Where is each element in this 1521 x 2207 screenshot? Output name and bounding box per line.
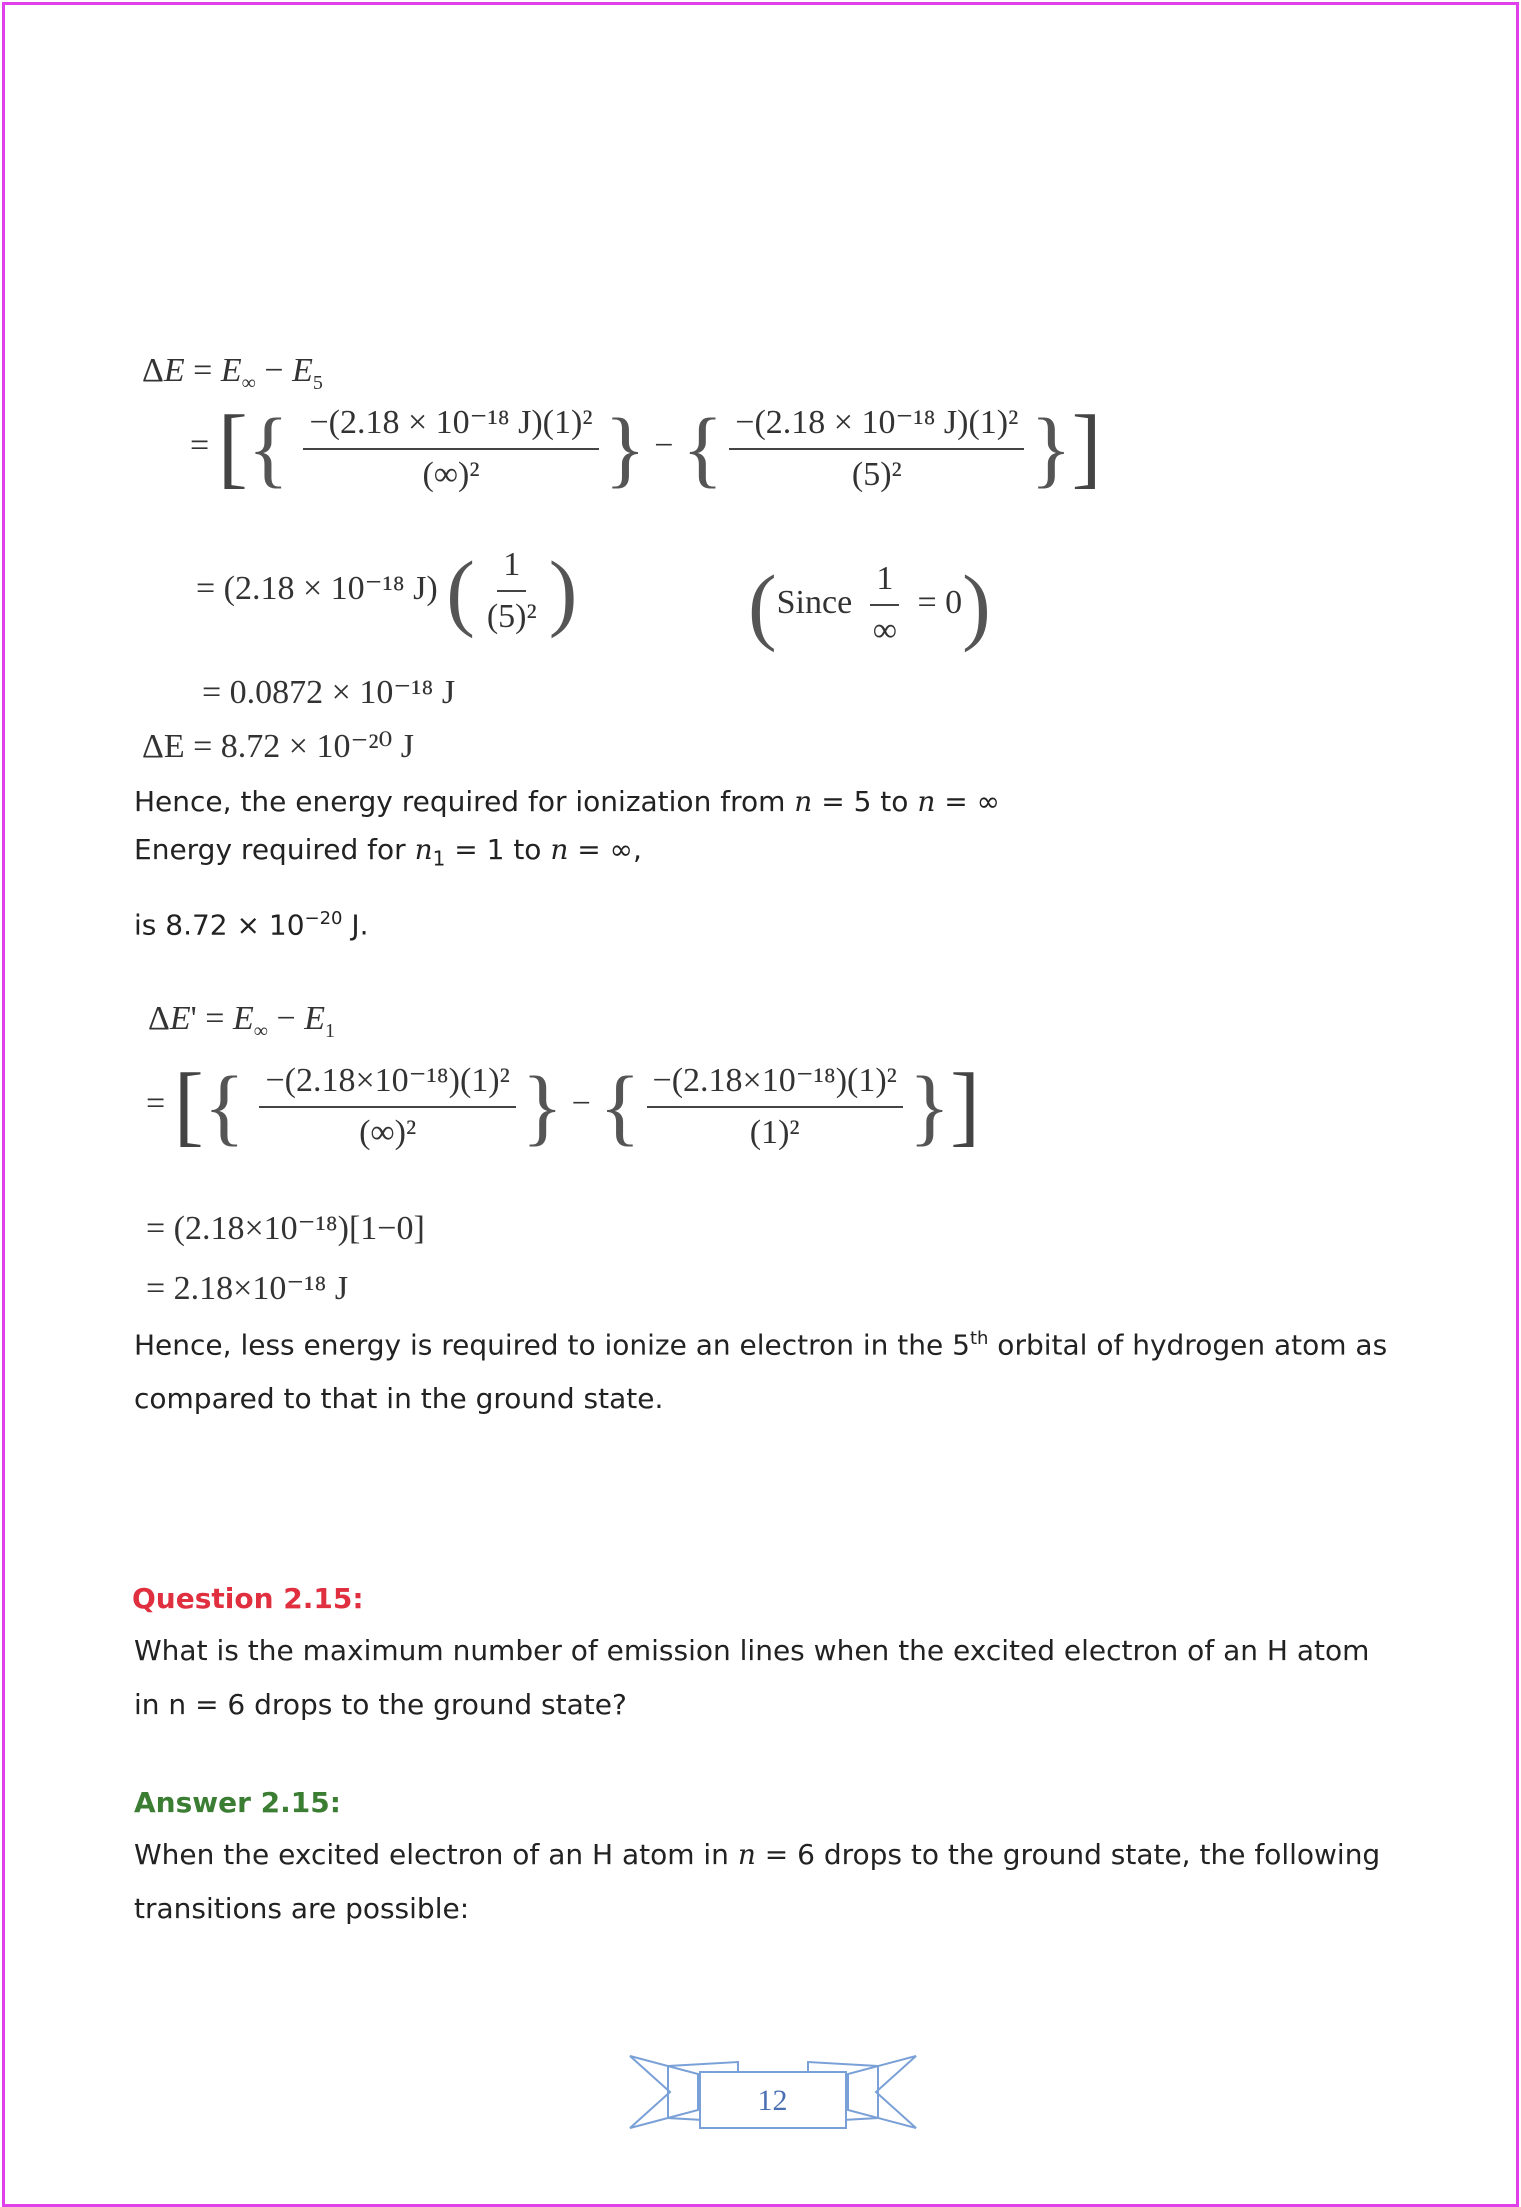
var-n: n [794, 785, 813, 818]
answer-heading: Answer 2.15: [134, 1786, 341, 1819]
eq1-num-b: −(2.18 × 10⁻¹⁸ J)(1)² [729, 402, 1024, 450]
para1-l2a: Energy required for [134, 833, 406, 866]
eq2-den-1: (1)² [749, 1114, 800, 1151]
answer-body [134, 1828, 1394, 1936]
since-label: Since [776, 583, 853, 621]
para1-l3b: J. [342, 907, 369, 941]
eq1-num-a: −(2.18 × 10⁻¹⁸ J)(1)² [303, 402, 598, 450]
para1-l2b: = 1 to [454, 833, 542, 866]
eq2-line3: = (2.18×10⁻¹⁸)[1−0] [146, 1210, 425, 1247]
var-n1: n [414, 833, 433, 866]
para1-line2 [134, 823, 1394, 886]
para1-l1c: = ∞ [944, 785, 1000, 818]
eq1-line2: = [{ $\frac{\text{−(2.18 × 10⁻¹⁸ J)(1)²}}{\text{(∞)²}}$ } − { $\frac{\text{−(2.18 × 10⁻¹⁸ J)(1)²}}{\text{(5)²}}$ }] [190, 398, 1102, 497]
para2 [134, 1312, 1394, 1426]
var-n: n [550, 833, 569, 866]
eq2-line1: $\Delta E' = E_\infty - E_1$ [148, 1000, 335, 1042]
para1-l1b: = 5 to [821, 785, 909, 818]
eq1-line3: = (2.18 × 10⁻¹⁸ J) ( $\frac{1}{\text{(5)²}}$ ) [196, 543, 578, 639]
para1 [134, 775, 1394, 952]
var-n: n [917, 785, 936, 818]
para2-sup: th [969, 1328, 989, 1349]
sub-1: 1 [432, 846, 446, 871]
answer-body-b: = 6 drops to the ground state, the following transitions are possible: [134, 1838, 1381, 1925]
eq1-line4: = 0.0872 × 10⁻¹⁸ J [202, 674, 456, 711]
eq2-den-inf: (∞)² [359, 1114, 417, 1151]
eq1-line5: ΔE = 8.72 × 10⁻²⁰ J [142, 728, 414, 765]
eq1-den-inf: (∞)² [422, 456, 480, 493]
question-body: What is the maximum number of emission lines when the excited electron of an H atom in n = 6 drops to the ground state? [134, 1634, 1370, 1721]
var-n: n [737, 1838, 756, 1871]
para1-line1 [134, 775, 1394, 829]
eq2-num-b: −(2.18×10⁻¹⁸)(1)² [647, 1060, 903, 1108]
since-rhs: = 0 [917, 583, 963, 621]
para2-text-b: orbital of hydrogen atom as compared to that in the ground state. [134, 1328, 1388, 1416]
eq1-line3-prefix: = (2.18 × 10⁻¹⁸ J) [196, 569, 438, 607]
eq1-line3-num: 1 [497, 546, 526, 592]
para1-line3 [134, 892, 1394, 952]
eq2-num-a: −(2.18×10⁻¹⁸)(1)² [259, 1060, 515, 1108]
eq2-line2: = [{ $\frac{\text{−(2.18×10⁻¹⁸)(1)²}}{\text{(∞)²}}$ } − { $\frac{\text{−(2.18×10⁻¹⁸)(1)²}}{\text{(1)²}}$ }] [146, 1056, 981, 1155]
since-den: ∞ [872, 612, 897, 649]
para2-text-a: Hence, less energy is required to ionize an electron in the 5 [134, 1328, 970, 1362]
eq1-line3-den: (5)² [486, 598, 537, 635]
eq1-line1: $\Delta E = E_\infty - E_5$ [142, 352, 323, 394]
exp: −20 [304, 907, 343, 929]
para1-l2c: = ∞, [577, 833, 642, 866]
answer-body-a: When the excited electron of an H atom in [134, 1838, 729, 1871]
since-note: (Since $\frac{1}{\infty}$ = 0) [748, 557, 991, 653]
question-heading: Question 2.15: [132, 1582, 364, 1615]
para1-l1a: Hence, the energy required for ionization from [134, 785, 786, 818]
para1-l3a: is 8.72 × 10 [134, 907, 305, 941]
since-num: 1 [870, 560, 899, 606]
page-number: 12 [757, 2084, 788, 2117]
eq2-line4: = 2.18×10⁻¹⁸ J [146, 1270, 349, 1307]
eq1-den-5: (5)² [851, 456, 902, 493]
